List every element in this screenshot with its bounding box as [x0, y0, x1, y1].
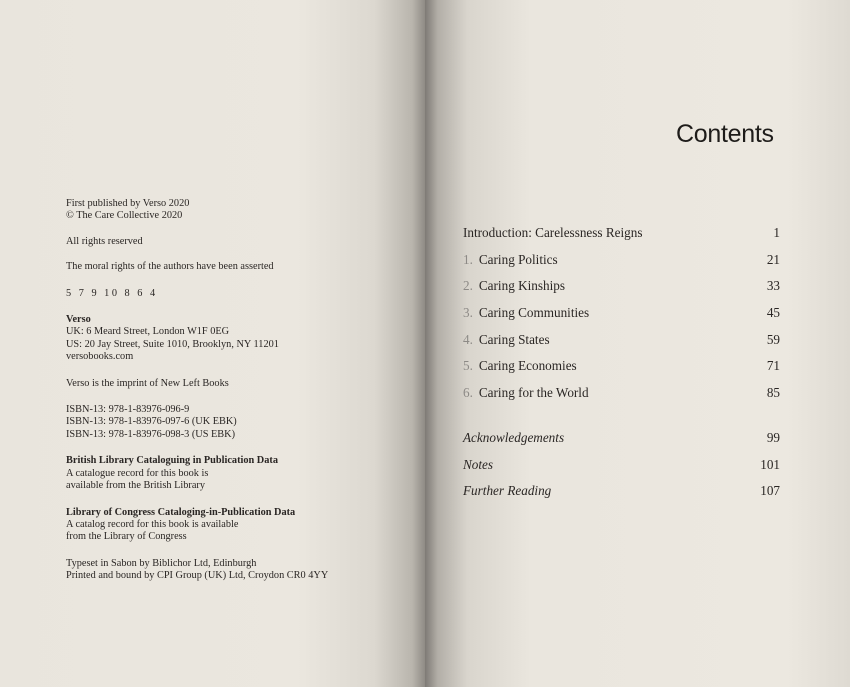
- british-library-line: A catalogue record for this book is: [66, 467, 209, 479]
- printer-number: 5 7 9 10 8 6 4: [66, 287, 158, 299]
- toc-entry-title: Caring Economies: [478, 358, 577, 374]
- back-matter: [463, 428, 780, 508]
- toc-entry-number: 4.: [463, 331, 473, 347]
- copyright-page: [66, 198, 406, 583]
- publication-line: First published by Verso 2020: [66, 198, 190, 209]
- copyright-line: © The Care Collective 2020: [66, 210, 183, 222]
- toc-entry-number: 5.: [463, 358, 473, 374]
- imprint-line: Verso is the imprint of New Left Books: [66, 377, 229, 389]
- toc-entry-page: 85: [766, 385, 780, 401]
- toc-entry-page: 1: [773, 225, 780, 240]
- toc-entry: [463, 276, 780, 303]
- british-library-heading: British Library Cataloguing in Publication Data: [66, 455, 278, 467]
- toc-entry-number: 3.: [463, 305, 473, 321]
- toc-entry: [463, 330, 780, 357]
- toc-entry-title: Acknowledgements: [463, 429, 565, 445]
- toc-entry-page: 59: [766, 331, 780, 347]
- toc-entry-title: Caring Politics: [478, 251, 558, 267]
- toc-entry: [463, 455, 780, 482]
- toc-entry-page: 107: [760, 483, 780, 499]
- toc-entry-page: 101: [760, 456, 780, 472]
- library-of-congress-line: A catalog record for this book is available: [66, 518, 239, 530]
- toc-entry: [463, 303, 780, 330]
- toc-entry-number: 6.: [463, 385, 473, 401]
- toc-entry-title: Further Reading: [463, 483, 552, 499]
- toc-entry-title: Notes: [463, 456, 494, 472]
- british-library-line: available from the British Library: [66, 480, 205, 492]
- toc-entry-number: 1.: [463, 251, 473, 267]
- toc-entry: [463, 383, 780, 410]
- publisher-name: Verso: [66, 314, 91, 326]
- toc-entry: [463, 481, 780, 508]
- moral-rights: The moral rights of the authors have been asserted: [66, 261, 274, 273]
- toc-entry-page: 99: [766, 429, 780, 445]
- publisher-uk-address: UK: 6 Meard Street, London W1F 0EG: [66, 326, 230, 338]
- toc-entry-number: 2.: [463, 278, 473, 294]
- toc-entry-page: 45: [766, 305, 780, 321]
- publisher-us-address: US: 20 Jay Street, Suite 1010, Brooklyn, NY 11201: [66, 338, 279, 350]
- isbn-line: ISBN-13: 978-1-83976-097-6 (UK EBK): [66, 416, 237, 428]
- toc-entry-page: 33: [766, 278, 780, 294]
- toc-entry-title: Caring States: [478, 331, 550, 347]
- toc-entry-page: 71: [766, 358, 780, 374]
- toc-entry: [463, 428, 780, 455]
- toc-entry-title: Caring Communities: [478, 305, 590, 321]
- typeset-line: Typeset in Sabon by Biblichor Ltd, Edinburgh: [66, 557, 257, 569]
- isbn-line: ISBN-13: 978-1-83976-096-9: [66, 404, 190, 416]
- toc-entry-page: 21: [766, 251, 780, 267]
- publisher-website: versobooks.com: [66, 351, 134, 363]
- isbn-line: ISBN-13: 978-1-83976-098-3 (US EBK): [66, 428, 236, 440]
- toc-entry-title: Caring Kinships: [478, 278, 565, 294]
- toc-entry-title: Introduction: Carelessness Reigns: [463, 225, 643, 240]
- rights-reserved: All rights reserved: [66, 235, 143, 247]
- contents-title: Contents: [676, 120, 774, 148]
- library-of-congress-heading: Library of Congress Cataloging-in-Publication Data: [66, 506, 296, 518]
- toc-entry: [463, 356, 780, 383]
- toc-entry-title: Caring for the World: [478, 385, 589, 401]
- printed-line: Printed and bound by CPI Group (UK) Ltd, Croydon CR0 4YY: [66, 570, 329, 582]
- library-of-congress-line: from the Library of Congress: [66, 531, 187, 543]
- table-of-contents: [463, 223, 780, 508]
- toc-entry: [463, 250, 780, 277]
- toc-entry: [463, 223, 780, 250]
